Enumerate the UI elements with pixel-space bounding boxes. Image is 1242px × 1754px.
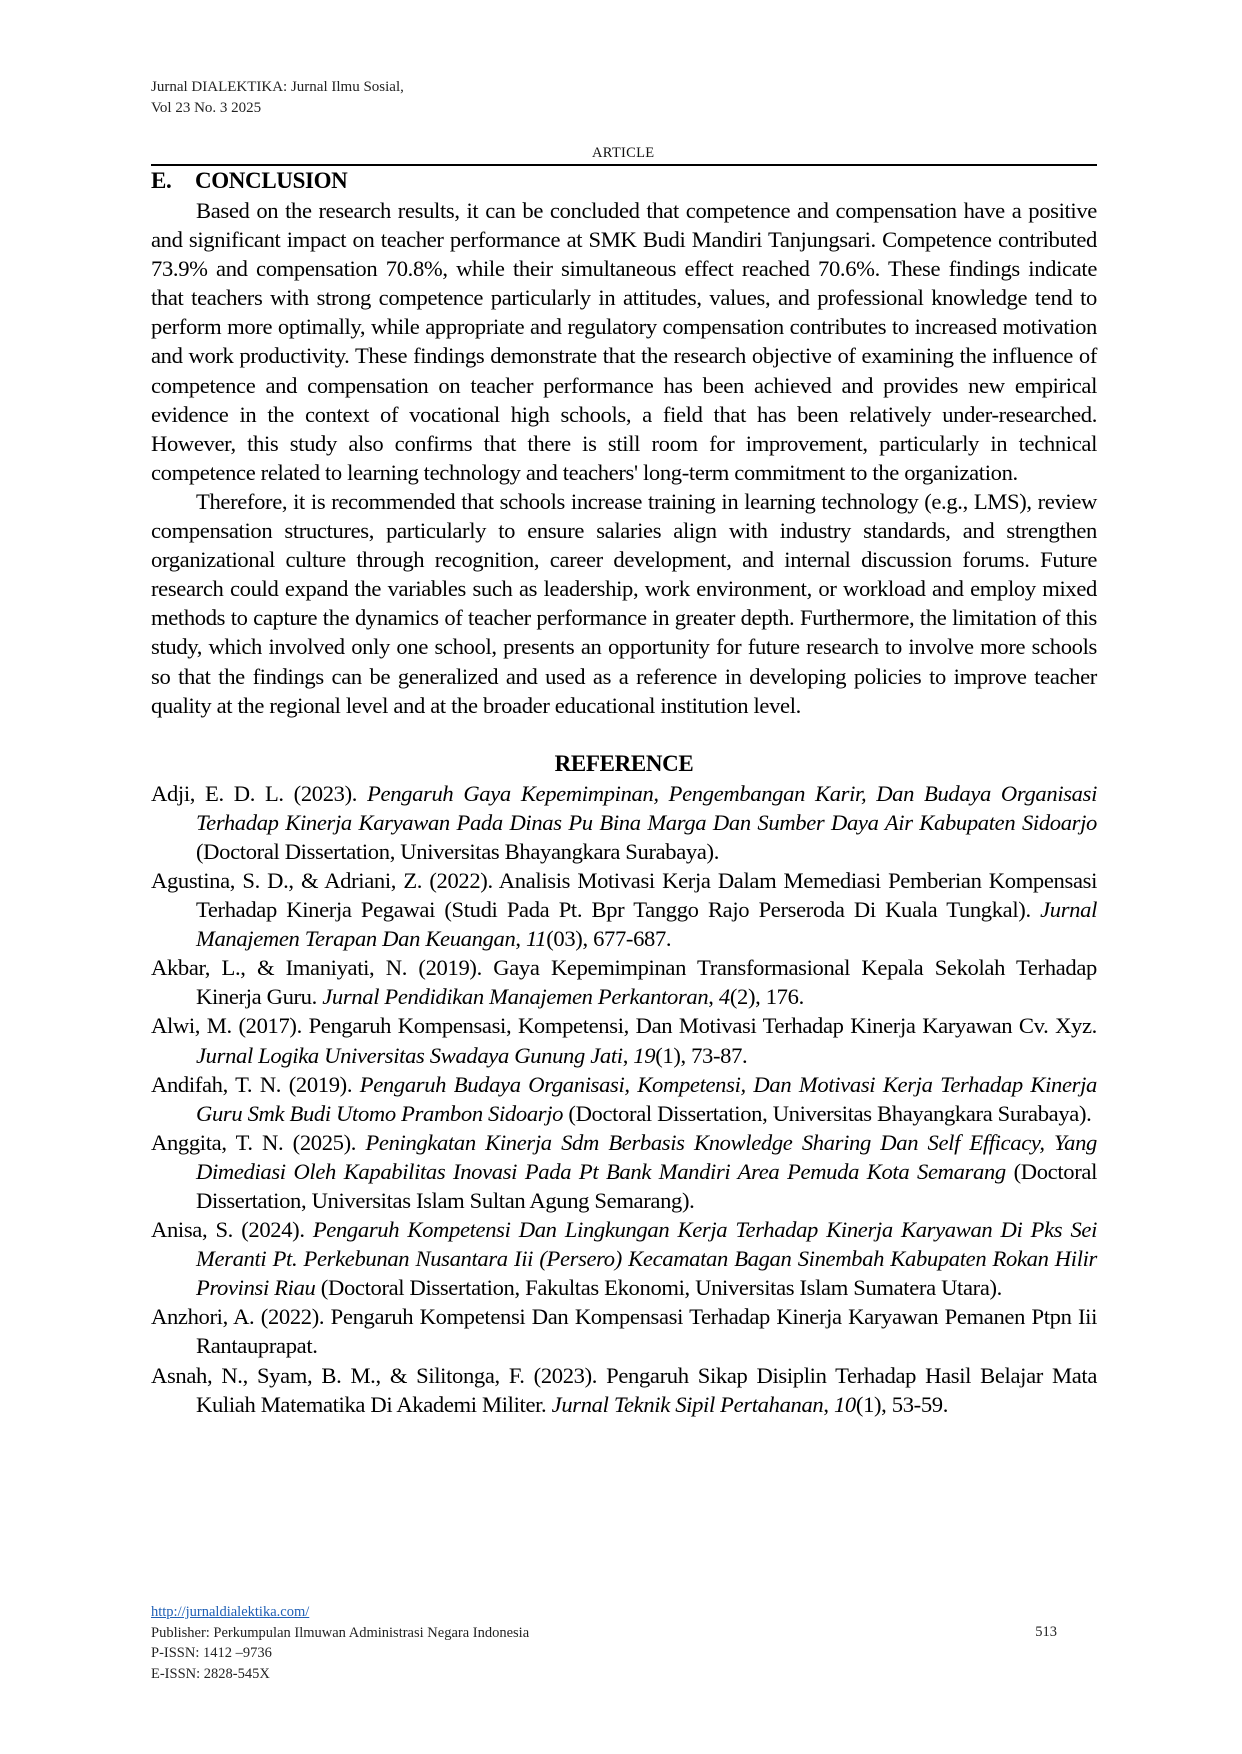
reference-volume-italic: 11 [526,926,547,952]
reference-text: (Doctoral Dissertation, Universitas Islam Sultan Agung Semarang). [196,1158,1097,1213]
reference-item [151,1011,1097,1069]
reference-title-italic: Peningkatan Kinerja Sdm Berbasis Knowledge Sharing Dan Self Efficacy, Yang Dimediasi Oleh Kapabilitas Inovasi Pada Pt Bank Mandiri Area Pemuda Kota Semarang [196,1129,1097,1184]
reference-text: (1), 53-59. [855,1391,949,1417]
reference-item [151,1215,1097,1302]
reference-text: Akbar, L., & Imaniyati, N. (2019). Gaya Kepemimpinan Transformasional Kepala Sekolah Terhadap Kinerja Guru. [151,955,1097,1010]
reference-volume-italic: 19 [633,1042,656,1068]
reference-list [151,779,1097,1419]
reference-volume-italic: 10 [833,1391,856,1417]
reference-text: , [515,926,527,952]
journal-volume: Vol 23 No. 3 2025 [151,100,262,116]
conclusion-heading [151,166,1097,196]
journal-website-link[interactable]: http://jurnaldialektika.com/ [151,1604,310,1620]
page-body [151,166,1097,1419]
article-label: ARTICLE [592,145,655,161]
reference-text: (Doctoral Dissertation, Fakultas Ekonomi, Universitas Islam Sumatera Utara). [315,1275,1002,1301]
reference-item [151,1361,1097,1419]
references-heading: REFERENCE [554,750,694,776]
conclusion-paragraph: Therefore, it is recommended that schools increase training in learning technology (e.g., LMS), review compensation structures, particularly to ensure salaries align with industry standards, and strengthen organizational culture through recognition, career development, and internal discussion forums. Future research could expand the variables such as leadership, work environment, or workload and employ mixed methods to capture the dynamics of teacher performance in greater depth. Furthermore, the limitation of this study, which involved only one school, presents an opportunity for future research to involve more schools so that the findings can be generalized and used as a reference in developing policies to improve teacher quality at the regional level and at the broader educational institution level. [151,488,1097,718]
reference-item [151,953,1097,1011]
reference-text: Anggita, T. N. (2025). [151,1129,366,1155]
reference-text: (1), 73-87. [655,1042,748,1068]
reference-item [151,1128,1097,1215]
reference-title-italic: Pengaruh Budaya Organisasi, Kompetensi, Dan Motivasi Kerja Terhadap Kinerja Guru Smk Budi Utomo Prambon Sidoarjo [196,1071,1097,1126]
print-issn: P-ISSN: 1412 –9736 [151,1645,272,1662]
reference-item [151,866,1097,953]
reference-text: Asnah, N., Syam, B. M., & Silitonga, F. (2023). Pengaruh Sikap Disiplin Terhadap Hasil Belajar Mata Kuliah Matematika Di Akademi Militer. [151,1362,1097,1417]
reference-text: (03), 677-687. [546,926,672,952]
electronic-issn: E-ISSN: 2828-545X [151,1665,270,1682]
reference-text: (2), 176. [729,984,804,1010]
section-title: CONCLUSION [195,168,348,193]
page-footer [151,1602,1097,1684]
page-number: 513 [1035,1624,1057,1640]
running-head [151,77,404,119]
reference-item [151,1070,1097,1128]
section-number: E. [151,168,172,193]
reference-journal-italic: Jurnal Pendidikan Manajemen Perkantoran [322,984,709,1010]
reference-text: Andifah, T. N. (2019). [151,1071,360,1097]
reference-item [151,779,1097,866]
reference-text: , [708,984,719,1010]
reference-journal-italic: Jurnal Teknik Sipil Pertahanan [551,1391,824,1417]
reference-title-italic: Pengaruh Kompetensi Dan Lingkungan Kerja Terhadap Kinerja Karyawan Di Pks Sei Meranti Pt. Perkebunan Nusantara Iii (Persero) Kecamatan Bagan Sinembah Kabupaten Rokan Hilir Provinsi Riau [196,1217,1097,1301]
reference-journal-italic: Jurnal Logika Universitas Swadaya Gunung Jati [196,1042,623,1068]
reference-text: Anisa, S. (2024). [151,1217,313,1243]
reference-text: Agustina, S. D., & Adriani, Z. (2022). Analisis Motivasi Kerja Dalam Memediasi Pemberian Kompensasi Terhadap Kinerja Pegawai (Studi Pada Pt. Bpr Tanggo Rajo Perseroda Di Kuala Tungkal). [151,867,1097,923]
reference-title-italic: Pengaruh Gaya Kepemimpinan, Pengembangan Karir, Dan Budaya Organisasi Terhadap Kinerja Karyawan Pada Dinas Pu Bina Marga Dan Sumber Daya Air Kabupaten Sidoarjo [196,780,1098,835]
reference-journal-italic: Jurnal Manajemen Terapan Dan Keuangan [196,897,1097,952]
reference-text: , [823,1391,834,1417]
conclusion-paragraph: Based on the research results, it can be concluded that competence and compensation have a positive and significant impact on teacher performance at SMK Budi Mandiri Tanjungsari. Competence contributed 73.9% and compensation 70.8%, while their simultaneous effect reached 70.6%. These findings indicate that teachers with strong competence particularly in attitudes, values, and professional knowledge tend to perform more optimally, while appropriate and regulatory compensation contributes to increased motivation and work productivity. These findings demonstrate that the research objective of examining the influence of competence and compensation on teacher performance has been achieved and provides new empirical evidence in the context of vocational high schools, a field that has been relatively under-researched. However, this study also confirms that there is still room for improvement, particularly in technical competence related to learning technology and teachers' long-term commitment to the organization. [151,198,1097,485]
reference-text: Anzhori, A. (2022). Pengaruh Kompetensi Dan Kompensasi Terhadap Kinerja Karyawan Pemanen Ptpn Iii Rantauprapat. [151,1304,1097,1359]
reference-volume-italic: 4 [718,984,730,1010]
journal-name: Jurnal DIALEKTIKA: Jurnal Ilmu Sosial, [151,79,404,95]
reference-text: Alwi, M. (2017). Pengaruh Kompensasi, Kompetensi, Dan Motivasi Terhadap Kinerja Karyawan Cv. Xyz. [151,1013,1097,1039]
reference-text: Adji, E. D. L. (2023). [151,780,368,806]
publisher-line: Publisher: Perkumpulan Ilmuwan Administrasi Negara Indonesia [151,1624,530,1641]
reference-item [151,1302,1097,1360]
reference-text: (Doctoral Dissertation, Universitas Bhayangkara Surabaya). [196,838,720,864]
reference-text: , [622,1042,634,1068]
reference-text: (Doctoral Dissertation, Universitas Bhayangkara Surabaya). [563,1100,1092,1126]
